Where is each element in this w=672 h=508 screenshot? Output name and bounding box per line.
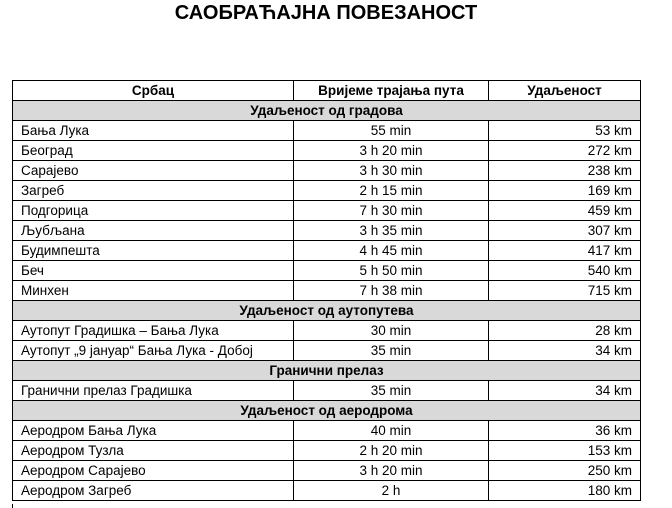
travel-time-cell: 40 min [294,421,489,441]
section-header-row [13,401,641,421]
table-row [13,181,641,201]
distance-cell: 238 km [489,161,641,181]
destination-cell: Аеродром Загреб [13,481,294,501]
destination-cell: Аеродром Тузла [13,441,294,461]
travel-time-cell: 3 h 30 min [294,161,489,181]
header-time: Вријеме трајања пута [294,81,489,101]
distance-cell: 307 km [489,221,641,241]
table-body [13,101,641,501]
table-row [13,441,641,461]
travel-time-cell: 2 h 15 min [294,181,489,201]
distance-cell: 272 km [489,141,641,161]
table-row [13,121,641,141]
distance-cell: 250 km [489,461,641,481]
distance-cell: 153 km [489,441,641,461]
destination-cell: Аеродром Бања Лука [13,421,294,441]
destination-cell: Сарајево [13,161,294,181]
distance-cell: 459 km [489,201,641,221]
table-row [13,381,641,401]
section-header-row [13,361,641,381]
destination-cell: Бања Лука [13,121,294,141]
section-title: Удаљеност од аутопутева [13,301,641,321]
distance-cell: 417 km [489,241,641,261]
table-row [13,241,641,261]
travel-time-cell: 7 h 30 min [294,201,489,221]
header-city: Србац [13,81,294,101]
header-row [13,81,641,101]
section-title: Гранични прелаз [13,361,641,381]
travel-time-cell: 5 h 50 min [294,261,489,281]
section-header-row [13,301,641,321]
table-row [13,341,641,361]
distance-cell: 180 km [489,481,641,501]
destination-cell: Београд [13,141,294,161]
section-header-row [13,101,641,121]
travel-time-cell: 3 h 20 min [294,461,489,481]
travel-time-cell: 35 min [294,341,489,361]
section-title: Удаљеност од аеродрома [13,401,641,421]
table-row [13,461,641,481]
destination-cell: Минхен [13,281,294,301]
table-row [13,201,641,221]
destination-cell: Аутопут „9 јануар“ Бања Лука - Добој [13,341,294,361]
table-row [13,161,641,181]
distance-cell: 34 km [489,381,641,401]
distance-cell: 169 km [489,181,641,201]
table-row [13,421,641,441]
destination-cell: Аутопут Градишка – Бања Лука [13,321,294,341]
table-row [13,221,641,241]
table-row [13,281,641,301]
page-mark [12,504,13,508]
travel-time-cell: 35 min [294,381,489,401]
page-title: САОБРАЋАЈНА ПОВЕЗАНОСТ [174,2,478,24]
destination-cell: Будимпешта [13,241,294,261]
distance-cell: 53 km [489,121,641,141]
table-row [13,481,641,501]
section-title: Удаљеност од градова [13,101,641,121]
distance-cell: 34 km [489,341,641,361]
destination-cell: Загреб [13,181,294,201]
header-distance: Удаљеност [489,81,641,101]
travel-time-cell: 3 h 35 min [294,221,489,241]
travel-time-cell: 2 h [294,481,489,501]
destination-cell: Аеродром Сарајево [13,461,294,481]
distance-cell: 28 km [489,321,641,341]
destination-cell: Подгорица [13,201,294,221]
destination-cell: Гранични прелаз Градишка [13,381,294,401]
table-row [13,261,641,281]
travel-time-cell: 3 h 20 min [294,141,489,161]
travel-time-cell: 7 h 38 min [294,281,489,301]
distance-cell: 540 km [489,261,641,281]
travel-time-cell: 30 min [294,321,489,341]
destination-cell: Љубљана [13,221,294,241]
travel-time-cell: 4 h 45 min [294,241,489,261]
table-row [13,141,641,161]
distance-cell: 715 km [489,281,641,301]
table-row [13,321,641,341]
travel-time-cell: 55 min [294,121,489,141]
distance-cell: 36 km [489,421,641,441]
distance-table [12,80,641,501]
destination-cell: Беч [13,261,294,281]
travel-time-cell: 2 h 20 min [294,441,489,461]
